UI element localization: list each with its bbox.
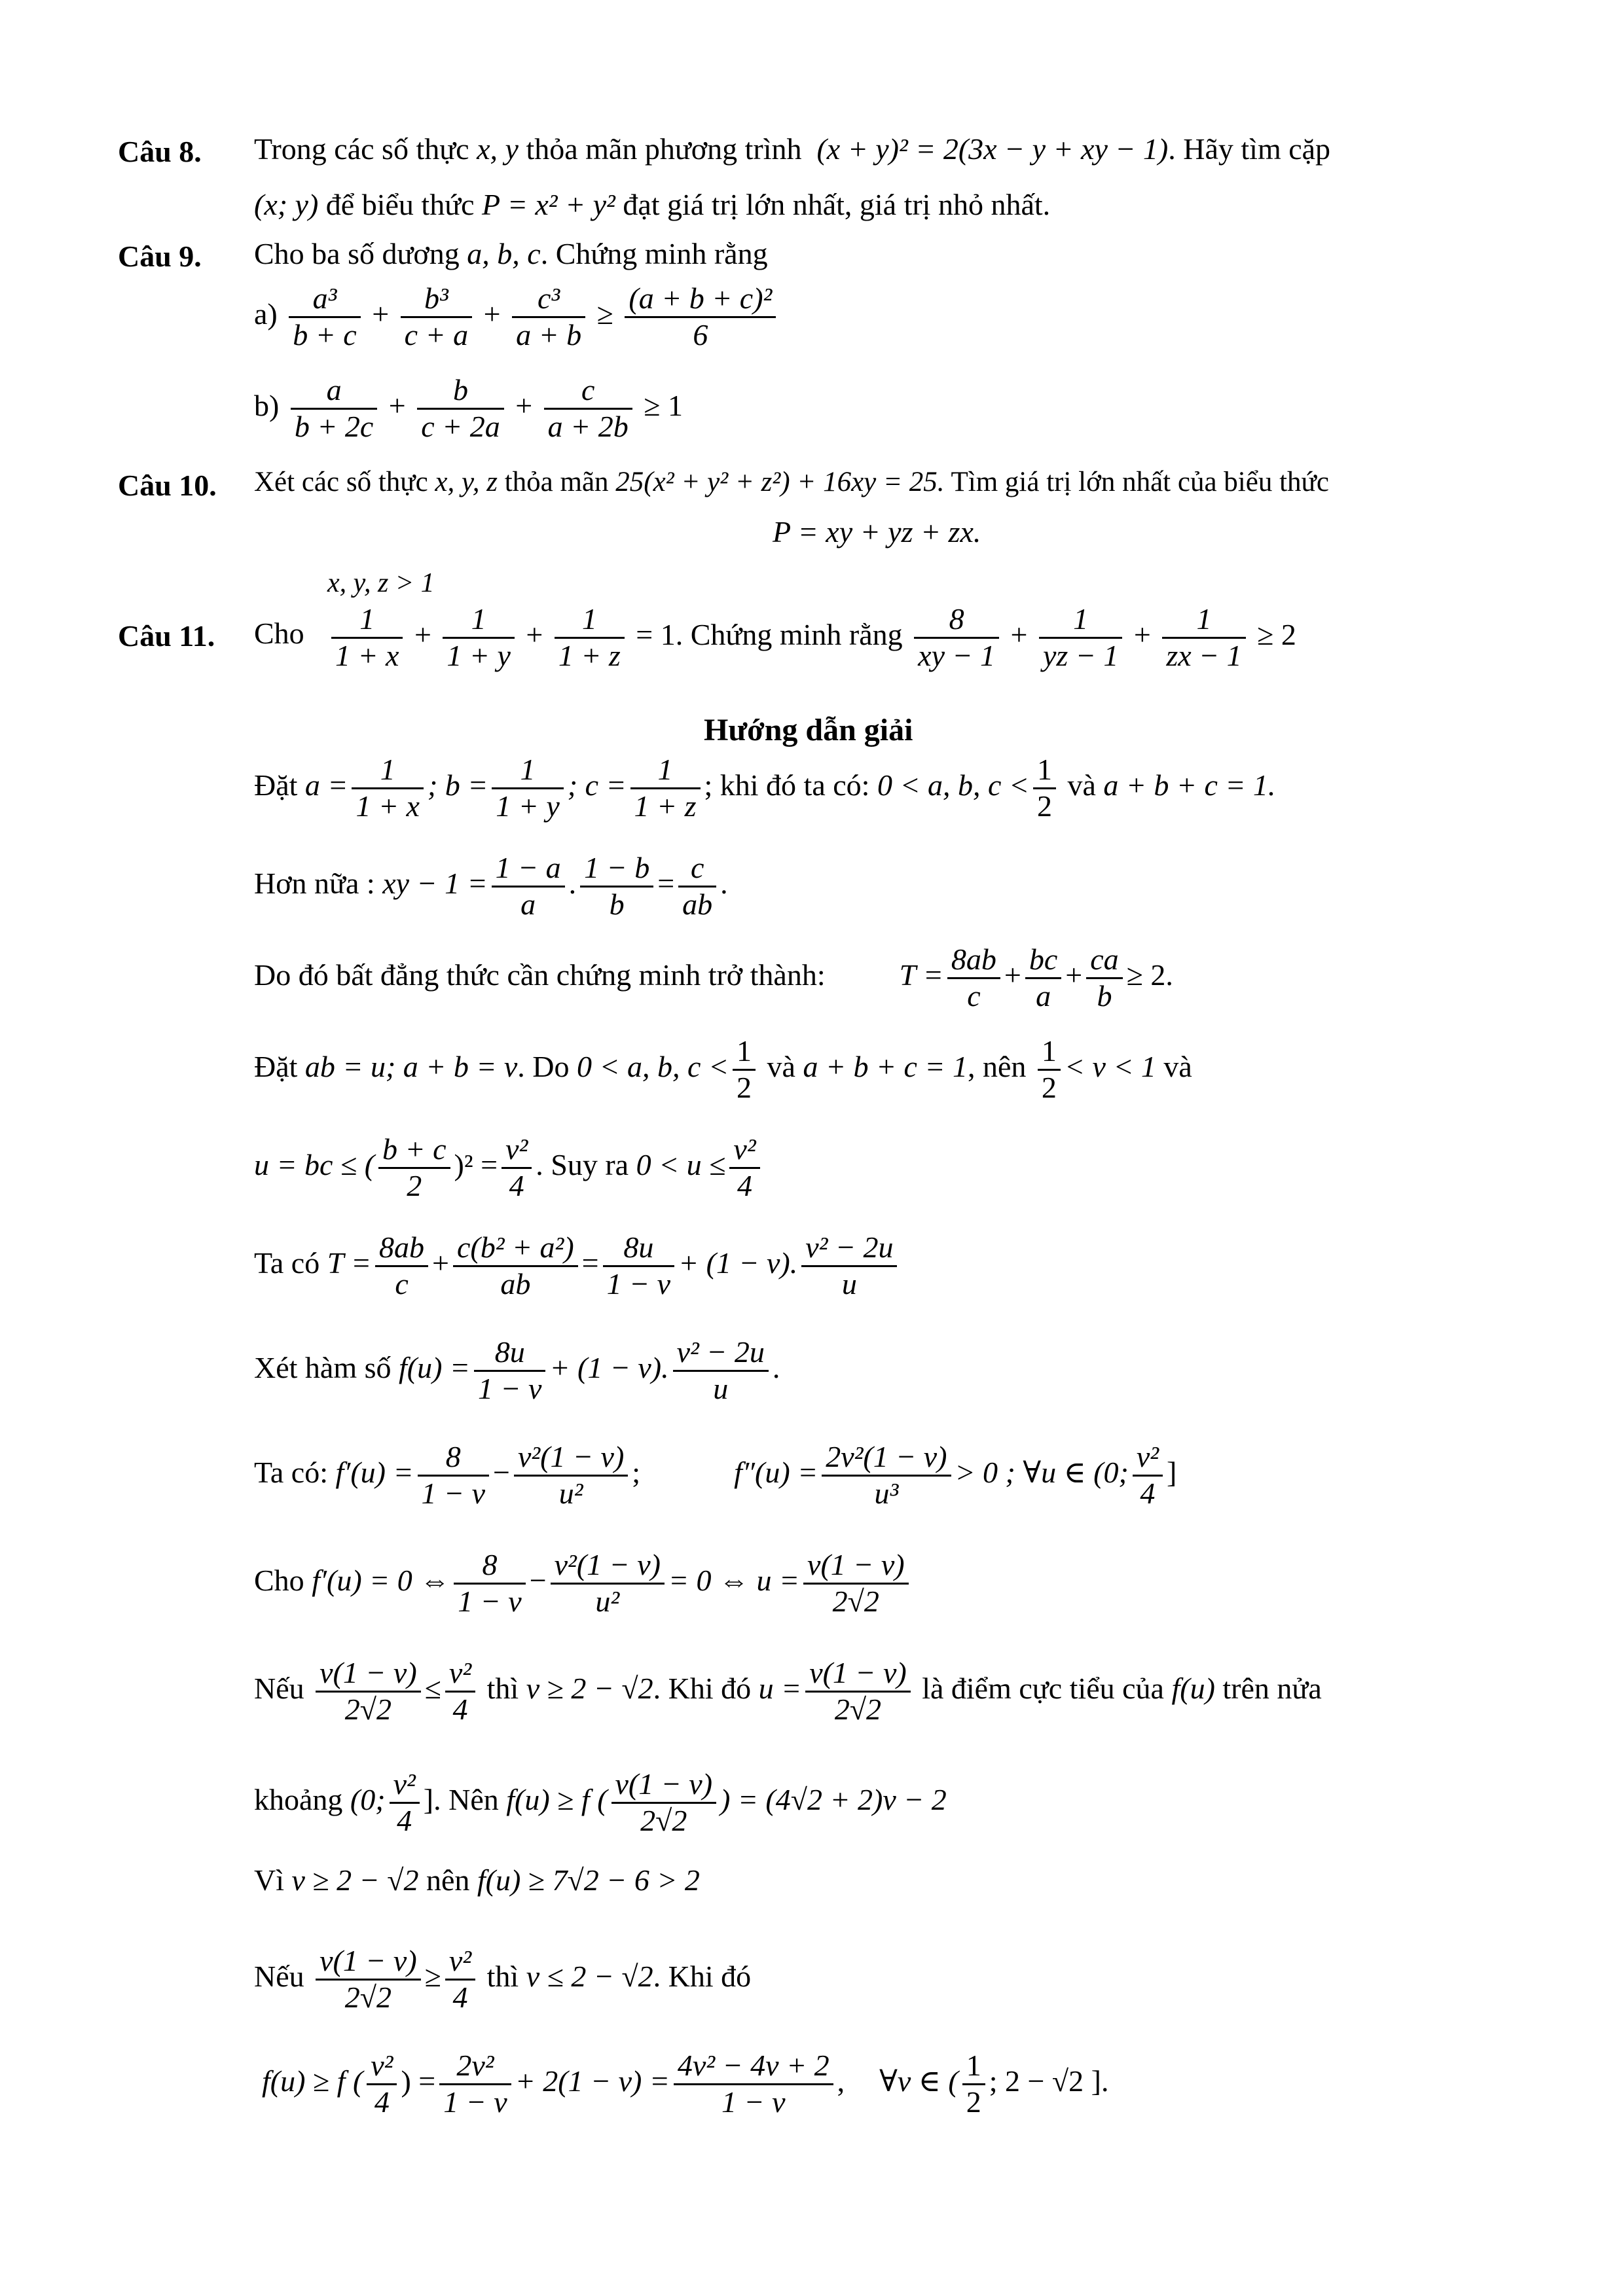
problem-9a: a) $\frac{\text{a³}}{b + c}$ + $\frac{\text{b³}}{c + a}$ + $\frac{\text{c³}}{a + b}$ ≥ $\frac{\text{(a + b + c)²}}{6}$ xyxy=(254,281,780,353)
math: xy − 1 = xyxy=(382,866,488,900)
fraction-denominator: 2 xyxy=(1036,789,1052,823)
fraction-numerator: 2v² xyxy=(439,2049,511,2085)
fraction xyxy=(378,1132,450,1204)
text: . Do xyxy=(517,1049,570,1083)
text: Nếu xyxy=(254,1959,304,1993)
fraction-denominator: 4 xyxy=(737,1168,753,1202)
fraction-numerator: 1 − a xyxy=(492,851,565,888)
math: T = xyxy=(899,958,943,992)
fraction-numerator: 8ab xyxy=(375,1230,428,1267)
fraction xyxy=(947,942,1000,1014)
fraction-numerator: v(1 − v) xyxy=(803,1548,909,1585)
fraction-numerator: v² xyxy=(501,1132,532,1169)
fraction xyxy=(1039,602,1122,673)
text: = xyxy=(657,866,675,900)
fraction xyxy=(555,602,625,673)
fraction-denominator: ab xyxy=(500,1266,531,1300)
text: . Chứng minh rằng xyxy=(540,237,768,270)
math: > 0 ; ∀u ∈ (0; xyxy=(955,1455,1129,1489)
text: Do đó bất đẳng thức cần chứng minh trở thành: xyxy=(254,958,826,992)
fraction-denominator: 2√2 xyxy=(344,1692,392,1726)
text: . Khi đó xyxy=(653,1671,752,1705)
text: Đặt xyxy=(254,1049,298,1083)
fraction-denominator: 4 xyxy=(509,1168,524,1202)
fraction-denominator: b xyxy=(609,887,625,921)
problem-10-line-1 xyxy=(254,468,1329,496)
fraction-denominator: yz − 1 xyxy=(1043,638,1119,672)
text: + xyxy=(1004,958,1021,992)
math: f(u) ≥ f ( xyxy=(506,1782,608,1816)
fraction-numerator: 1 xyxy=(1033,753,1056,789)
fraction xyxy=(352,753,423,824)
fraction-denominator: 2√2 xyxy=(834,1692,882,1726)
math: v ≥ 2 − √2 xyxy=(291,1863,419,1897)
math: f(u) ≥ f ( xyxy=(262,2064,363,2098)
problem-8-line-1 xyxy=(254,134,1330,164)
text: Nếu xyxy=(254,1671,304,1705)
fraction-numerator: v² − 2u xyxy=(673,1335,769,1372)
fraction-numerator: c³ xyxy=(512,281,585,318)
text: . xyxy=(720,866,728,900)
fraction-numerator: 1 xyxy=(492,753,563,789)
math: v ≤ 2 − √2 xyxy=(526,1959,653,1993)
solution-line-13 xyxy=(254,1944,751,2015)
text: thì xyxy=(486,1671,519,1705)
solution-line-4 xyxy=(254,1034,1192,1105)
problem-11-cho: Cho xyxy=(254,617,304,650)
fraction-numerator: b xyxy=(417,373,503,410)
fraction-numerator: 8ab xyxy=(947,942,1000,979)
math: ) = (4√2 + 2)v − 2 xyxy=(720,1782,947,1816)
fraction-numerator: 1 xyxy=(331,602,403,639)
fraction-denominator: c xyxy=(967,978,981,1013)
fraction-denominator: ab xyxy=(682,887,713,921)
fraction xyxy=(551,1548,665,1619)
fraction-numerator: 1 xyxy=(630,753,701,789)
text: khoảng xyxy=(254,1782,343,1816)
text: ≥ 2. xyxy=(1126,958,1173,992)
fraction-numerator: 8 xyxy=(454,1548,525,1585)
fraction-numerator: 8u xyxy=(474,1335,545,1372)
text: Xét các số thực xyxy=(254,467,428,497)
relation: ≥ xyxy=(596,296,613,331)
text: = 1 xyxy=(636,617,676,651)
math: a + b + c = 1 xyxy=(803,1049,968,1083)
fraction-numerator: b + c xyxy=(378,1132,450,1169)
fraction-numerator: 1 − b xyxy=(580,851,653,888)
math: T = xyxy=(327,1246,372,1280)
text: , nên xyxy=(967,1049,1027,1083)
math: x, y xyxy=(477,132,519,166)
text: thỏa mãn xyxy=(504,467,609,497)
fraction xyxy=(674,2049,833,2120)
fraction xyxy=(418,1440,489,1511)
text: . xyxy=(772,1350,780,1384)
math: f′(u) = xyxy=(335,1455,414,1489)
fraction-denominator: 1 − v xyxy=(421,1476,486,1510)
text: ; 2 − √2 ]. xyxy=(989,2064,1109,2098)
math: f(u) = xyxy=(399,1350,470,1384)
math: a, b, c xyxy=(467,237,541,270)
text: ) = xyxy=(401,2064,436,2098)
text: . xyxy=(568,866,577,900)
text: đạt giá trị lớn nhất, giá trị nhỏ nhất. xyxy=(623,188,1051,221)
fraction xyxy=(316,1944,421,2015)
fraction-denominator: 2 xyxy=(1041,1070,1057,1104)
fraction-denominator: c + 2a xyxy=(421,409,500,443)
math: a = xyxy=(304,768,348,802)
text: )² = xyxy=(454,1147,498,1181)
fraction-denominator: u² xyxy=(558,1476,583,1510)
fraction-numerator: 1 xyxy=(962,2049,985,2085)
math: (x; y) xyxy=(254,188,319,221)
math: 0 < u ≤ xyxy=(636,1147,726,1181)
fraction-numerator: 1 xyxy=(555,602,625,639)
fraction-denominator: a + 2b xyxy=(547,409,629,443)
math: f(u) ≥ 7√2 − 6 > 2 xyxy=(477,1863,700,1897)
fraction xyxy=(454,1548,525,1619)
fraction-numerator: 1 xyxy=(1038,1034,1061,1071)
fraction-denominator: 2√2 xyxy=(832,1584,879,1618)
fraction xyxy=(289,281,360,353)
fraction xyxy=(1025,942,1061,1014)
problem-10-expression: P = xy + yz + zx. xyxy=(773,515,981,548)
solution-line-6 xyxy=(254,1230,901,1302)
text: và xyxy=(1163,1049,1192,1083)
fraction-denominator: u xyxy=(841,1266,857,1300)
fraction-numerator: v² xyxy=(445,1944,475,1981)
fraction xyxy=(331,602,403,673)
fraction-denominator: 4 xyxy=(374,2085,390,2119)
fraction xyxy=(803,1548,909,1619)
problem-9-intro xyxy=(254,239,768,269)
fraction xyxy=(501,1132,532,1204)
text: Đặt xyxy=(254,768,298,802)
fraction xyxy=(1038,1034,1061,1105)
fraction xyxy=(474,1335,545,1407)
fraction-numerator: v² − 2u xyxy=(801,1230,897,1267)
text: thỏa mãn phương trình xyxy=(526,132,802,166)
text: . Chứng minh rằng xyxy=(675,617,903,651)
text: − xyxy=(529,1563,547,1597)
solution-line-10 xyxy=(254,1656,1322,1727)
text: Ta có xyxy=(254,1246,320,1280)
problem-11-system-line-2: $\frac{1}{1 + x}$ + $\frac{1}{1 + y}$ + $\frac{1}{1 + z}$ = 1. Chứng minh rằng $\frac{8}{xy - 1}$ + $\frac{1}{yz - 1}$ + $\frac{1}{zx - 1}$ ≥ 2 xyxy=(327,602,1296,673)
math: ; b = xyxy=(427,768,488,802)
math: ∀v ∈ ( xyxy=(879,2064,958,2098)
math: + 2(1 − v) = xyxy=(515,2064,670,2098)
fraction-numerator: v(1 − v) xyxy=(805,1656,911,1693)
fraction xyxy=(1033,753,1056,824)
solution-line-8 xyxy=(254,1440,1176,1511)
fraction xyxy=(512,281,585,353)
text: . Nên xyxy=(433,1782,499,1816)
text: Cho xyxy=(254,1563,304,1597)
fraction xyxy=(678,851,716,922)
fraction xyxy=(492,753,563,824)
fraction-denominator: 2√2 xyxy=(640,1803,687,1837)
text: + xyxy=(1065,958,1083,992)
math: f′(u) = 0 ⇔ xyxy=(312,1563,450,1597)
item-label: b) xyxy=(254,388,280,422)
fraction xyxy=(630,753,701,824)
fraction-numerator: bc xyxy=(1025,942,1061,979)
fraction-denominator: 6 xyxy=(693,317,708,351)
fraction-numerator: v(1 − v) xyxy=(316,1656,421,1693)
fraction-denominator: 1 + x xyxy=(356,789,420,823)
fraction xyxy=(733,1034,756,1105)
math: a + b + c = 1. xyxy=(1103,768,1276,802)
fraction-numerator: 2v²(1 − v) xyxy=(822,1440,951,1477)
math: (0; xyxy=(350,1782,386,1816)
text: ≥ 2 xyxy=(1257,617,1296,651)
problem-11-system-line-1: x, y, z > 1 xyxy=(327,568,435,598)
text: Trong các số thực xyxy=(254,132,469,166)
text: khi đó ta có: xyxy=(720,768,870,802)
fraction xyxy=(603,1230,674,1302)
text: ≤ xyxy=(424,1671,441,1705)
fraction xyxy=(316,1656,421,1727)
math: f″(u) = xyxy=(734,1455,818,1489)
fraction xyxy=(492,851,565,922)
fraction-denominator: u xyxy=(713,1371,729,1405)
fraction xyxy=(390,1767,420,1839)
fraction-numerator: v²(1 − v) xyxy=(551,1548,665,1585)
fraction-denominator: 2 xyxy=(407,1168,422,1202)
math: 0 < a, b, c < xyxy=(877,768,1029,802)
text: nên xyxy=(426,1863,470,1897)
fraction xyxy=(580,851,653,922)
fraction-numerator: (a + b + c)² xyxy=(625,281,776,318)
fraction xyxy=(962,2049,985,2120)
fraction-denominator: 4 xyxy=(452,1692,468,1726)
text: Xét hàm số xyxy=(254,1350,392,1384)
math-equation: (x + y)² = 2(3x − y + xy − 1) xyxy=(816,132,1169,166)
fraction xyxy=(291,373,377,444)
fraction-denominator: 1 − v xyxy=(477,1371,542,1405)
fraction-numerator: 1 xyxy=(1039,602,1122,639)
fraction-numerator: 8u xyxy=(603,1230,674,1267)
fraction-denominator: 2 xyxy=(737,1070,752,1104)
math: x, y, z xyxy=(435,467,498,497)
fraction-numerator: 8 xyxy=(418,1440,489,1477)
math: + (1 − v). xyxy=(678,1246,798,1280)
math: ab = u; a + b = v xyxy=(304,1049,518,1083)
fraction-numerator: v² xyxy=(390,1767,420,1804)
fraction xyxy=(801,1230,897,1302)
text: , xyxy=(837,2064,845,2098)
fraction-denominator: 1 + x xyxy=(335,638,399,672)
fraction xyxy=(514,1440,628,1511)
fraction-denominator: b + 2c xyxy=(294,409,374,443)
fraction xyxy=(805,1656,911,1727)
text: . Khi đó xyxy=(653,1959,752,1993)
fraction xyxy=(439,2049,511,2120)
text: là điểm cực tiểu của xyxy=(922,1671,1164,1705)
fraction xyxy=(914,602,999,673)
fraction xyxy=(453,1230,578,1302)
fraction-denominator: zx − 1 xyxy=(1166,638,1242,672)
fraction-denominator: 1 + y xyxy=(447,638,511,672)
fraction xyxy=(401,281,472,353)
fraction-denominator: xy − 1 xyxy=(918,638,996,672)
fraction xyxy=(375,1230,428,1302)
fraction-denominator: 2 xyxy=(966,2085,981,2119)
math: = 0 ⇔ u = xyxy=(668,1563,800,1597)
fraction xyxy=(673,1335,769,1407)
fraction-numerator: v²(1 − v) xyxy=(514,1440,628,1477)
fraction-numerator: v(1 − v) xyxy=(316,1944,421,1981)
solution-line-1 xyxy=(254,753,1275,824)
fraction-numerator: v² xyxy=(367,2049,397,2085)
text: và xyxy=(1067,768,1096,802)
text: Hơn nữa : xyxy=(254,866,375,900)
math: P = x² + y² xyxy=(482,188,615,221)
fraction xyxy=(443,602,514,673)
text: trên nửa xyxy=(1222,1671,1322,1705)
fraction-denominator: 1 + y xyxy=(496,789,560,823)
solution-line-12 xyxy=(254,1865,700,1895)
solution-line-3 xyxy=(254,942,1173,1014)
fraction-numerator: a xyxy=(291,373,377,410)
text: = xyxy=(581,1246,599,1280)
fraction xyxy=(445,1656,475,1727)
text: để biểu thức xyxy=(325,188,475,221)
solution-line-2 xyxy=(254,851,728,922)
fraction-numerator: a³ xyxy=(289,281,360,318)
solution-line-14 xyxy=(262,2049,1108,2120)
fraction-numerator: v² xyxy=(729,1132,759,1169)
solution-heading: Hướng dẫn giải xyxy=(704,713,913,747)
fraction xyxy=(822,1440,951,1511)
problem-8-line-2 xyxy=(254,190,1050,220)
fraction-denominator: a xyxy=(1036,978,1051,1013)
fraction-denominator: a + b xyxy=(516,317,582,351)
text: ; xyxy=(704,768,713,802)
fraction-denominator: u² xyxy=(595,1584,620,1618)
solution-line-7 xyxy=(254,1335,780,1407)
text: thì xyxy=(486,1959,519,1993)
fraction-denominator: 1 − v xyxy=(443,2085,507,2119)
problem-10-label: Câu 10. xyxy=(118,469,217,502)
text: Vì xyxy=(254,1863,284,1897)
fraction-numerator: 1 xyxy=(1162,602,1245,639)
fraction-denominator: b xyxy=(1097,978,1112,1013)
math: u = xyxy=(758,1671,802,1705)
fraction-numerator: c xyxy=(544,373,632,410)
fraction-numerator: 1 xyxy=(443,602,514,639)
fraction-numerator: c xyxy=(678,851,716,888)
fraction-numerator: b³ xyxy=(401,281,472,318)
problem-9-label: Câu 9. xyxy=(118,240,202,273)
fraction-numerator: v(1 − v) xyxy=(611,1767,717,1804)
problem-9b: b) $\frac{a}{b + 2c}$ + $\frac{b}{c + 2a}$ + $\frac{c}{a + 2b}$ ≥ 1 xyxy=(254,373,683,443)
fraction-denominator: b + c xyxy=(293,317,357,351)
fraction-denominator: 4 xyxy=(397,1803,412,1837)
fraction-numerator: v² xyxy=(1133,1440,1163,1477)
solution-line-9 xyxy=(254,1548,913,1619)
solution-line-11 xyxy=(254,1767,947,1839)
fraction xyxy=(445,1944,475,2015)
text: + xyxy=(432,1246,449,1280)
fraction xyxy=(1162,602,1245,673)
fraction xyxy=(625,281,776,353)
fraction-numerator: 1 xyxy=(733,1034,756,1071)
solution-line-5 xyxy=(254,1132,764,1204)
problem-8-label: Câu 8. xyxy=(118,135,202,168)
math: v ≥ 2 − √2 xyxy=(526,1671,653,1705)
fraction xyxy=(367,2049,397,2120)
fraction-numerator: 8 xyxy=(914,602,999,639)
fraction xyxy=(417,373,503,444)
fraction-denominator: 1 + z xyxy=(634,789,697,823)
fraction-numerator: ca xyxy=(1086,942,1122,979)
text: ≥ xyxy=(424,1959,441,1993)
fraction xyxy=(1086,942,1122,1014)
math: u = bc ≤ ( xyxy=(254,1147,375,1181)
text: Ta có: xyxy=(254,1455,329,1489)
fraction-numerator: 4v² − 4v + 2 xyxy=(674,2049,833,2085)
fraction-denominator: 4 xyxy=(452,1980,468,2014)
relation: ≥ 1 xyxy=(644,388,683,422)
math: + (1 − v). xyxy=(549,1350,669,1384)
text: . Suy ra xyxy=(536,1147,629,1181)
math-equation: 25(x² + y² + z²) + 16xy = 25. xyxy=(615,467,945,497)
text: ] xyxy=(1167,1455,1177,1489)
text: Tìm giá trị lớn nhất của biểu thức xyxy=(951,467,1329,497)
problem-11-label: Câu 11. xyxy=(118,619,215,653)
fraction-denominator: 2√2 xyxy=(344,1980,392,2014)
fraction-denominator: 1 − v xyxy=(721,2085,786,2119)
math: f(u) xyxy=(1171,1671,1215,1705)
fraction-denominator: 1 − v xyxy=(458,1584,522,1618)
fraction xyxy=(1133,1440,1163,1511)
fraction-numerator: v² xyxy=(445,1656,475,1693)
fraction xyxy=(611,1767,717,1839)
fraction-denominator: c + a xyxy=(404,317,469,351)
text: Cho ba số dương xyxy=(254,237,460,270)
text: và xyxy=(767,1049,795,1083)
text: ; xyxy=(632,1455,641,1489)
text: − xyxy=(493,1455,510,1489)
text: . Hãy tìm cặp xyxy=(1168,132,1331,166)
fraction-numerator: 1 xyxy=(352,753,423,789)
fraction-denominator: 1 + z xyxy=(558,638,621,672)
text: ] xyxy=(423,1782,434,1816)
fraction-denominator: u³ xyxy=(874,1476,899,1510)
fraction xyxy=(729,1132,759,1204)
math: 0 < a, b, c < xyxy=(577,1049,729,1083)
fraction-numerator: c(b² + a²) xyxy=(453,1230,578,1267)
item-label: a) xyxy=(254,296,278,331)
math: < v < 1 xyxy=(1064,1049,1156,1083)
fraction-denominator: 1 − v xyxy=(606,1266,671,1300)
fraction-denominator: a xyxy=(520,887,536,921)
fraction xyxy=(544,373,632,444)
fraction-denominator: 4 xyxy=(1140,1476,1156,1510)
math: ; c = xyxy=(567,768,627,802)
fraction-denominator: c xyxy=(395,1266,409,1300)
